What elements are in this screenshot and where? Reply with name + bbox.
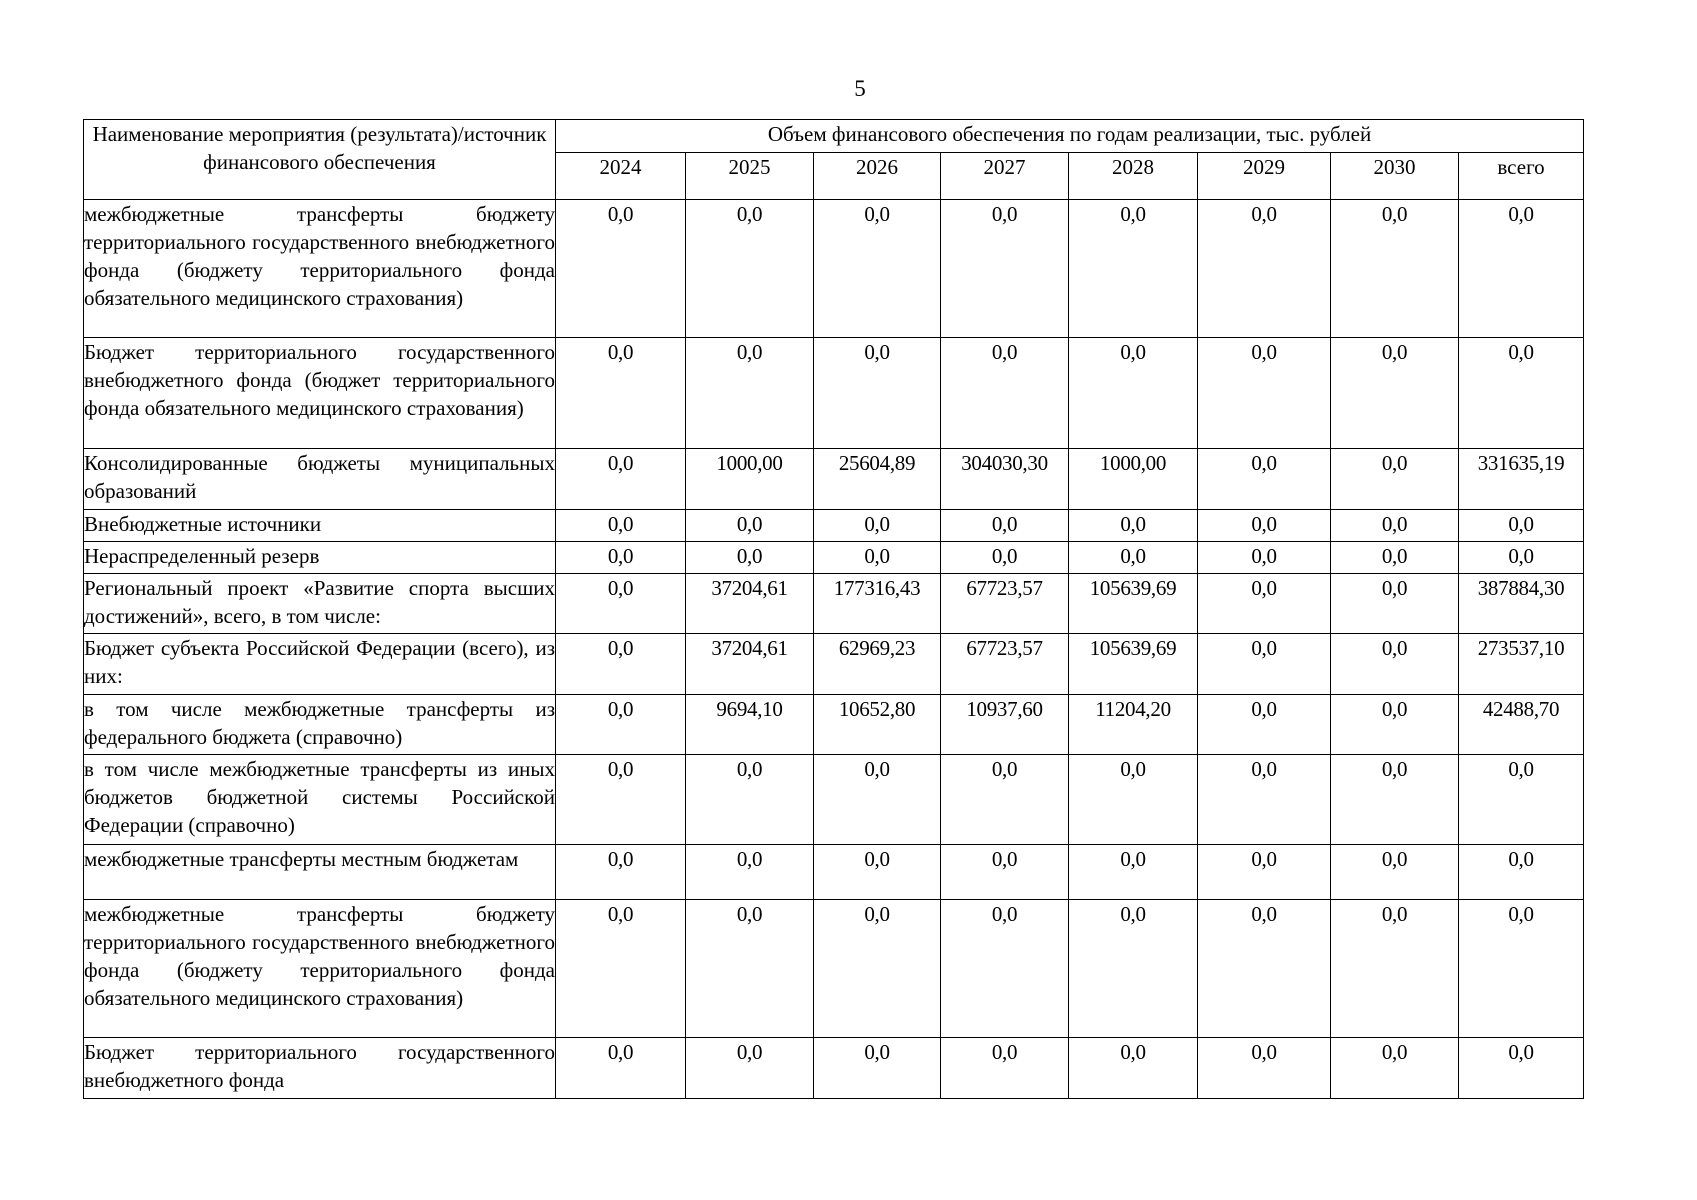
row-name: Бюджет территориального государственного внебюджетного фонда: [84, 1038, 556, 1099]
value-cell: 0,0: [686, 845, 814, 900]
funding-group-header: Объем финансового обеспечения по годам реализации, тыс. рублей: [556, 120, 1584, 153]
table-row: [84, 509, 1584, 541]
table-row: [84, 449, 1584, 509]
value-cell: 0,0: [1198, 337, 1331, 448]
value-cell: 1000,00: [686, 449, 814, 509]
value-cell: 273537,10: [1459, 634, 1584, 694]
row-name: в том числе межбюджетные трансферты из иных бюджетов бюджетной системы Российской Федерации (справочно): [84, 755, 556, 845]
table-row: [84, 694, 1584, 754]
value-cell: 0,0: [556, 900, 686, 1038]
row-name: межбюджетные трансферты бюджету территориального государственного внебюджетного фонда (бюджету территориального фонда обязательного медицинского страхования): [84, 200, 556, 338]
value-cell: 37204,61: [686, 573, 814, 633]
value-cell: 304030,30: [941, 449, 1069, 509]
value-cell: 0,0: [814, 509, 941, 541]
table-row: [84, 634, 1584, 694]
value-cell: 0,0: [941, 541, 1069, 573]
value-cell: 0,0: [556, 509, 686, 541]
value-cell: 0,0: [1198, 200, 1331, 338]
value-cell: 0,0: [1459, 1038, 1584, 1099]
value-cell: 0,0: [556, 634, 686, 694]
value-cell: 0,0: [1198, 755, 1331, 845]
year-header-2025: 2025: [686, 153, 814, 200]
value-cell: 0,0: [814, 541, 941, 573]
value-cell: 0,0: [686, 1038, 814, 1099]
table-row: [84, 200, 1584, 338]
row-name: в том числе межбюджетные трансферты из федерального бюджета (справочно): [84, 694, 556, 754]
value-cell: 62969,23: [814, 634, 941, 694]
value-cell: 0,0: [1069, 1038, 1198, 1099]
table-row: [84, 337, 1584, 448]
value-cell: 11204,20: [1069, 694, 1198, 754]
name-column-header: Наименование мероприятия (результата)/источник финансового обеспечения: [84, 120, 556, 200]
value-cell: 0,0: [686, 900, 814, 1038]
value-cell: 37204,61: [686, 634, 814, 694]
value-cell: 0,0: [941, 900, 1069, 1038]
value-cell: 67723,57: [941, 634, 1069, 694]
row-name: Нераспределенный резерв: [84, 541, 556, 573]
financing-table: [83, 119, 1584, 1099]
value-cell: 0,0: [686, 509, 814, 541]
value-cell: 0,0: [1331, 509, 1459, 541]
row-name: межбюджетные трансферты бюджету территориального государственного внебюджетного фонда (бюджету территориального фонда обязательного медицинского страхования): [84, 900, 556, 1038]
value-cell: 0,0: [686, 541, 814, 573]
row-name: Бюджет территориального государственного внебюджетного фонда (бюджет территориального фонда обязательного медицинского страхования): [84, 337, 556, 448]
value-cell: 0,0: [814, 1038, 941, 1099]
row-name: Бюджет субъекта Российской Федерации (всего), из них:: [84, 634, 556, 694]
value-cell: 177316,43: [814, 573, 941, 633]
value-cell: 10652,80: [814, 694, 941, 754]
value-cell: 0,0: [1198, 845, 1331, 900]
year-header-2024: 2024: [556, 153, 686, 200]
value-cell: 0,0: [1331, 449, 1459, 509]
value-cell: 0,0: [941, 337, 1069, 448]
value-cell: 0,0: [1459, 755, 1584, 845]
value-cell: 1000,00: [1069, 449, 1198, 509]
value-cell: 42488,70: [1459, 694, 1584, 754]
value-cell: 0,0: [1331, 755, 1459, 845]
table-row: [84, 900, 1584, 1038]
row-name: межбюджетные трансферты местным бюджетам: [84, 845, 556, 900]
value-cell: 0,0: [1331, 900, 1459, 1038]
value-cell: 0,0: [941, 200, 1069, 338]
value-cell: 0,0: [686, 337, 814, 448]
value-cell: 331635,19: [1459, 449, 1584, 509]
value-cell: 0,0: [1459, 509, 1584, 541]
value-cell: 0,0: [1198, 634, 1331, 694]
value-cell: 0,0: [1069, 755, 1198, 845]
value-cell: 105639,69: [1069, 573, 1198, 633]
value-cell: 25604,89: [814, 449, 941, 509]
year-header-total: всего: [1459, 153, 1584, 200]
value-cell: 0,0: [1198, 694, 1331, 754]
value-cell: 0,0: [1459, 541, 1584, 573]
value-cell: 0,0: [1198, 900, 1331, 1038]
value-cell: 0,0: [1459, 337, 1584, 448]
value-cell: 0,0: [1331, 573, 1459, 633]
value-cell: 0,0: [556, 200, 686, 338]
year-header-2030: 2030: [1331, 153, 1459, 200]
header-row: [84, 120, 1584, 153]
table-row: [84, 755, 1584, 845]
year-header-2028: 2028: [1069, 153, 1198, 200]
value-cell: 0,0: [1331, 845, 1459, 900]
value-cell: 0,0: [941, 755, 1069, 845]
value-cell: 0,0: [556, 541, 686, 573]
value-cell: 387884,30: [1459, 573, 1584, 633]
value-cell: 0,0: [814, 845, 941, 900]
value-cell: 0,0: [556, 694, 686, 754]
row-name: Внебюджетные источники: [84, 509, 556, 541]
value-cell: 0,0: [941, 845, 1069, 900]
value-cell: 0,0: [686, 200, 814, 338]
value-cell: 0,0: [1459, 200, 1584, 338]
value-cell: 0,0: [556, 845, 686, 900]
value-cell: 0,0: [814, 337, 941, 448]
year-header-2027: 2027: [941, 153, 1069, 200]
value-cell: 9694,10: [686, 694, 814, 754]
value-cell: 0,0: [941, 509, 1069, 541]
value-cell: 0,0: [556, 337, 686, 448]
value-cell: 0,0: [1198, 573, 1331, 633]
value-cell: 0,0: [1069, 845, 1198, 900]
value-cell: 0,0: [1331, 694, 1459, 754]
row-name: Консолидированные бюджеты муниципальных образований: [84, 449, 556, 509]
value-cell: 0,0: [1069, 509, 1198, 541]
value-cell: 0,0: [814, 755, 941, 845]
row-name: Региональный проект «Развитие спорта высших достижений», всего, в том числе:: [84, 573, 556, 633]
value-cell: 0,0: [556, 449, 686, 509]
value-cell: 0,0: [1331, 1038, 1459, 1099]
value-cell: 0,0: [1198, 541, 1331, 573]
value-cell: 0,0: [556, 573, 686, 633]
value-cell: 0,0: [1459, 845, 1584, 900]
value-cell: 0,0: [1198, 1038, 1331, 1099]
value-cell: 0,0: [1198, 509, 1331, 541]
value-cell: 0,0: [556, 1038, 686, 1099]
value-cell: 0,0: [814, 900, 941, 1038]
value-cell: 0,0: [941, 1038, 1069, 1099]
value-cell: 0,0: [686, 755, 814, 845]
value-cell: 0,0: [556, 755, 686, 845]
value-cell: 0,0: [1069, 541, 1198, 573]
year-header-2026: 2026: [814, 153, 941, 200]
table-row: [84, 1038, 1584, 1099]
value-cell: 0,0: [1198, 449, 1331, 509]
year-header-2029: 2029: [1198, 153, 1331, 200]
value-cell: 0,0: [1331, 634, 1459, 694]
table-row: [84, 541, 1584, 573]
value-cell: 0,0: [1331, 541, 1459, 573]
value-cell: 0,0: [1331, 200, 1459, 338]
table-row: [84, 845, 1584, 900]
value-cell: 0,0: [1459, 900, 1584, 1038]
value-cell: 0,0: [814, 200, 941, 338]
value-cell: 67723,57: [941, 573, 1069, 633]
page-number: 5: [854, 76, 866, 101]
value-cell: 10937,60: [941, 694, 1069, 754]
value-cell: 105639,69: [1069, 634, 1198, 694]
value-cell: 0,0: [1069, 337, 1198, 448]
value-cell: 0,0: [1331, 337, 1459, 448]
value-cell: 0,0: [1069, 200, 1198, 338]
value-cell: 0,0: [1069, 900, 1198, 1038]
table-row: [84, 573, 1584, 633]
